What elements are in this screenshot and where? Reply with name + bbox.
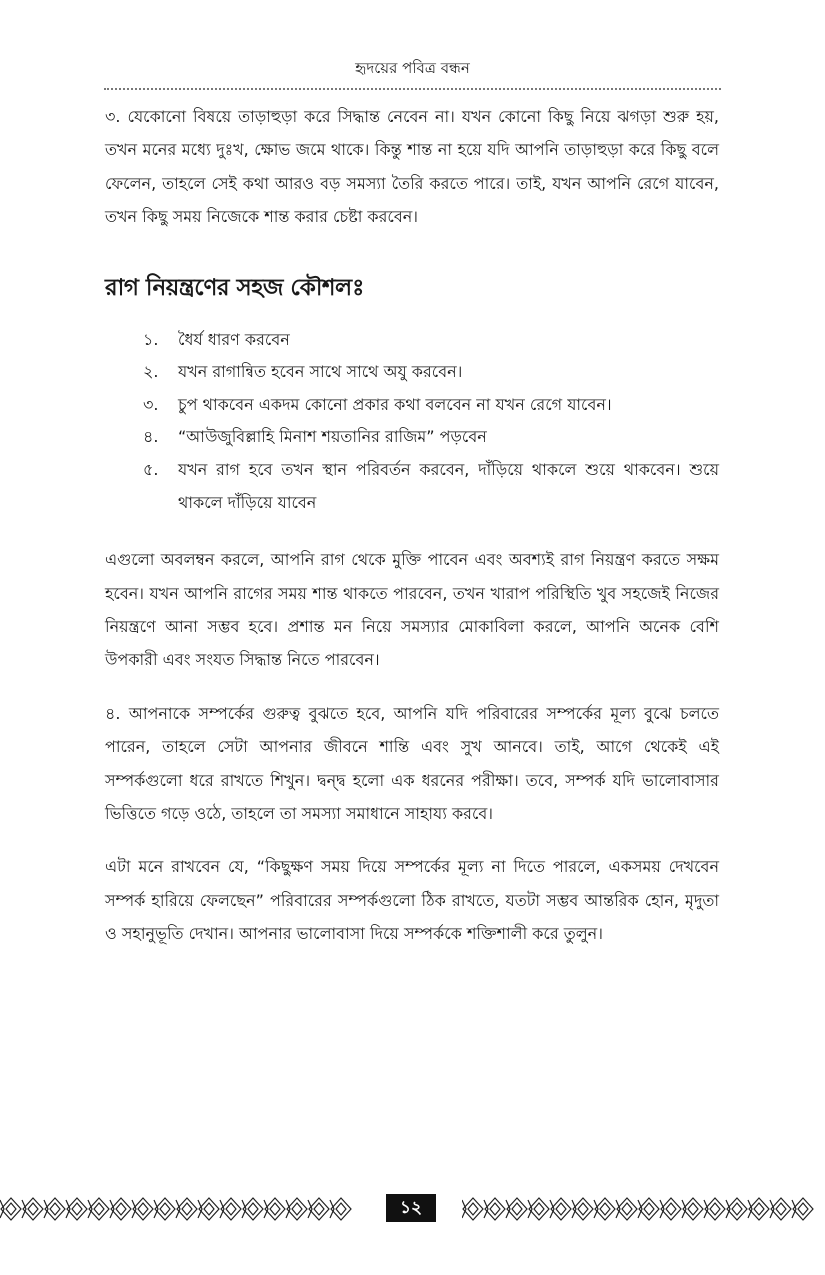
- list-item-number: ১.: [143, 329, 159, 349]
- page-number: ১২: [386, 1194, 436, 1222]
- anger-control-tips-list: [105, 324, 719, 520]
- list-item: [143, 324, 719, 357]
- page-footer: [0, 1192, 825, 1226]
- list-item: [143, 454, 719, 519]
- list-item-text: যখন রাগ হবে তখন স্থান পরিবর্তন করবেন, দাঁড়িয়ে থাকলে শুয়ে থাকবেন। শুয়ে থাকলে দাঁড়িয়ে যাবেন: [178, 460, 719, 512]
- list-item-text: যখন রাগান্বিত হবেন সাথে সাথে অযু করবেন।: [178, 362, 463, 382]
- header-divider: [104, 88, 721, 90]
- ornament-border-left: [0, 1196, 365, 1222]
- section-heading: রাগ নিয়ন্ত্রণের সহজ কৌশলঃ: [105, 274, 364, 301]
- paragraph-point-3: ৩. যেকোনো বিষয়ে তাড়াহুড়া করে সিদ্ধান্ত নেবেন না। যখন কোনো কিছু নিয়ে ঝগড়া শুরু হয়, তখন মনের মধ্যে দুঃখ, ক্ষোভ জমে থাকে। কিন্তু শান্ত না হয়ে যদি আপনি তাড়াহুড়া করে কিছু বলে ফেলেন, তাহলে সেই কথা আরও বড় সমস্যা তৈরি করতে পারে। তাই, যখন আপনি রেগে যাবেন, তখন কিছু সময় নিজেকে শান্ত করার চেষ্টা করবেন।: [105, 107, 719, 227]
- paragraph-after-list: এগুলো অবলম্বন করলে, আপনি রাগ থেকে মুক্তি পাবেন এবং অবশ্যই রাগ নিয়ন্ত্রণ করতে সক্ষম হবেন। যখন আপনি রাগের সময় শান্ত থাকতে পারবেন, তখন খারাপ পরিস্থিতি খুব সহজেই নিজের নিয়ন্ত্রণে আনা সম্ভব হবে। প্রশান্ত মন নিয়ে সমস্যার মোকাবিলা করলে, আপনি অনেক বেশি উপকারী এবং সংযত সিদ্ধান্ত নিতে পারবেন।: [105, 550, 719, 670]
- page-body: [105, 100, 719, 951]
- paragraph-point-4: ৪. আপনাকে সম্পর্কের গুরুত্ব বুঝতে হবে, আপনি যদি পরিবারের সম্পর্কের মূল্য বুঝে চলতে পারেন, তাহলে সেটা আপনার জীবনে শান্তি এবং সুখ আনবে। তাই, আগে থেকেই এই সম্পর্কগুলো ধরে রাখতে শিখুন। দ্বন্দ্ব হলো এক ধরনের পরীক্ষা। তবে, সম্পর্ক যদি ভালোবাসার ভিত্তিতে গড়ে ওঠে, তাহলে তা সমস্যা সমাধানে সাহায্য করবে।: [105, 703, 719, 824]
- list-item: [143, 356, 719, 389]
- list-item-number: ৪.: [143, 427, 159, 447]
- paragraph-closing: এটা মনে রাখবেন যে, “কিছুক্ষণ সময় দিয়ে সম্পর্কের মূল্য না দিতে পারলে, একসময় দেখবেন সম্পর্ক হারিয়ে ফেলছেন” পরিবারের সম্পর্কগুলো ঠিক রাখতে, যতটা সম্ভব আন্তরিক হোন, মৃদুতা ও সহানুভূতি দেখান। আপনার ভালোবাসা দিয়ে সম্পর্ককে শক্তিশালী করে তুলুন।: [105, 857, 719, 944]
- ornament-border-right: [462, 1196, 825, 1222]
- list-item: [143, 389, 719, 422]
- list-item: [143, 421, 719, 454]
- list-item-number: ৩.: [143, 394, 159, 414]
- list-item-text: ধৈর্য ধারণ করবেন: [178, 329, 290, 349]
- list-item-text: চুপ থাকবেন একদম কোনো প্রকার কথা বলবেন না যখন রেগে যাবেন।: [178, 394, 612, 414]
- list-item-number: ২.: [143, 362, 159, 382]
- running-header: হৃদয়ের পবিত্র বন্ধন: [355, 59, 470, 77]
- list-item-number: ৫.: [143, 460, 159, 479]
- list-item-text: “আউজুবিল্লাহি মিনাশ শয়তানির রাজিম” পড়বেন: [178, 427, 487, 447]
